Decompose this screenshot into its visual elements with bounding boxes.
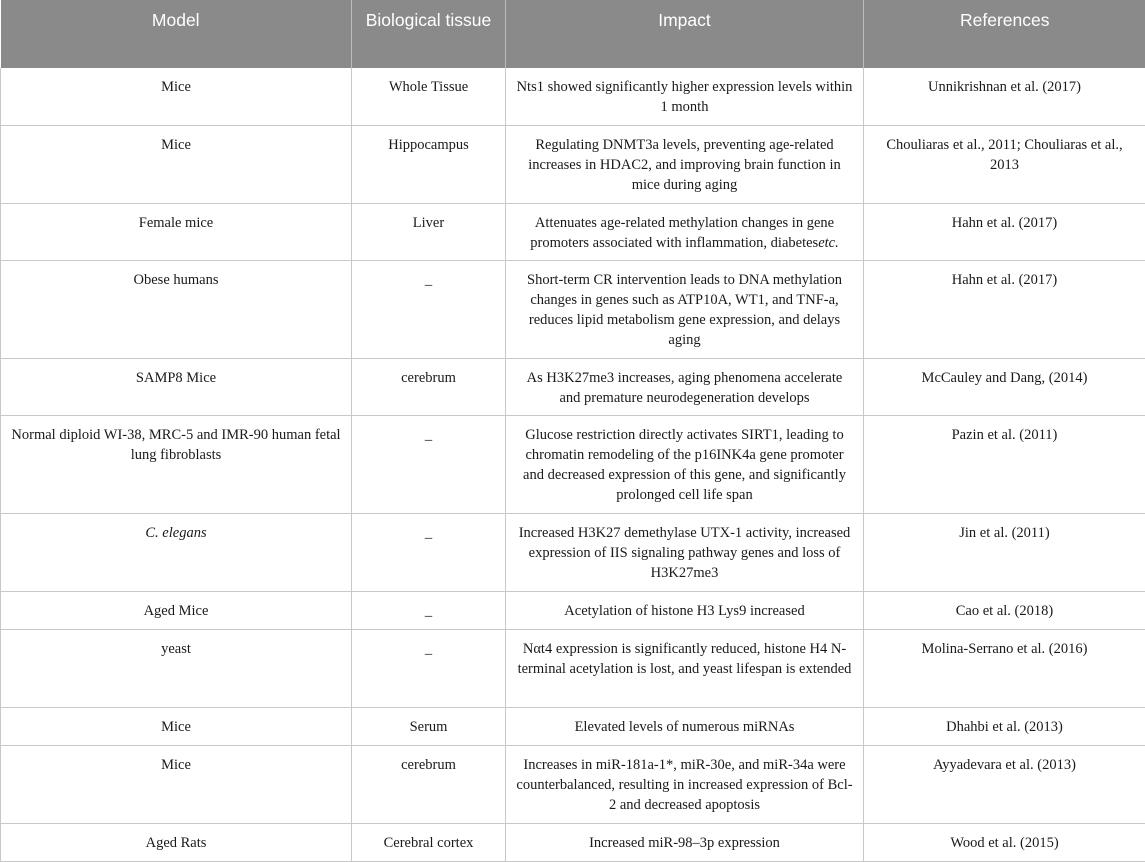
cell-references: Cao et al. (2018) <box>864 591 1145 629</box>
cell-tissue: Cerebral cortex <box>352 823 506 861</box>
cell-model: Female mice <box>1 203 352 260</box>
cell-impact: Short-term CR intervention leads to DNA methylation changes in genes such as ATP10A, WT1, and TNF-a, reduces lipid metabolism gene expression, and delays aging <box>506 260 864 358</box>
header-biological-tissue: Biological tissue <box>352 0 506 68</box>
cell-impact: Increased H3K27 demethylase UTX-1 activity, increased expression of IIS signaling pathway genes and loss of H3K27me3 <box>506 513 864 591</box>
cell-model: C. elegans <box>1 513 352 591</box>
cell-references: McCauley and Dang, (2014) <box>864 358 1145 415</box>
cell-impact: Nts1 showed significantly higher expression levels within 1 month <box>506 68 864 125</box>
cell-references: Unnikrishnan et al. (2017) <box>864 68 1145 125</box>
header-impact: Impact <box>506 0 864 68</box>
cell-model: Mice <box>1 707 352 745</box>
cell-model: SAMP8 Mice <box>1 358 352 415</box>
cell-tissue: Whole Tissue <box>352 68 506 125</box>
cell-model: yeast <box>1 629 352 707</box>
cell-tissue: Hippocampus <box>352 125 506 203</box>
table-row <box>1 260 1145 358</box>
cell-references: Jin et al. (2011) <box>864 513 1145 591</box>
cell-impact: As H3K27me3 increases, aging phenomena accelerate and premature neurodegeneration develops <box>506 358 864 415</box>
header-references: References <box>864 0 1145 68</box>
cell-tissue: _ <box>352 591 506 629</box>
impact-text: Attenuates age-related methylation changes in gene promoters associated with inflammation, diabetes <box>530 215 834 251</box>
cell-references: Dhahbi et al. (2013) <box>864 707 1145 745</box>
cell-model: Normal diploid WI-38, MRC-5 and IMR-90 human fetal lung fibroblasts <box>1 415 352 513</box>
cell-references: Molina-Serrano et al. (2016) <box>864 629 1145 707</box>
cell-impact: Increases in miR-181a-1*, miR-30e, and miR-34a were counterbalanced, resulting in increased expression of Bcl-2 and decreased apoptosis <box>506 745 864 823</box>
cell-model: Mice <box>1 68 352 125</box>
table-row <box>1 68 1145 125</box>
cell-model: Obese humans <box>1 260 352 358</box>
table-body <box>1 68 1145 861</box>
cell-tissue: _ <box>352 513 506 591</box>
cell-model: Mice <box>1 125 352 203</box>
cell-tissue: cerebrum <box>352 358 506 415</box>
table-row <box>1 125 1145 203</box>
cell-model: Aged Rats <box>1 823 352 861</box>
table-row <box>1 358 1145 415</box>
table-row <box>1 707 1145 745</box>
cell-tissue: Serum <box>352 707 506 745</box>
cell-impact: Acetylation of histone H3 Lys9 increased <box>506 591 864 629</box>
cell-tissue: _ <box>352 629 506 707</box>
cell-model: Aged Mice <box>1 591 352 629</box>
impact-italic-text: etc. <box>818 235 839 251</box>
cell-impact: Elevated levels of numerous miRNAs <box>506 707 864 745</box>
cell-references: Ayyadevara et al. (2013) <box>864 745 1145 823</box>
cell-tissue: _ <box>352 260 506 358</box>
cell-references: Hahn et al. (2017) <box>864 260 1145 358</box>
cell-impact: Regulating DNMT3a levels, preventing age-related increases in HDAC2, and improving brain function in mice during aging <box>506 125 864 203</box>
cell-impact: Increased miR-98–3p expression <box>506 823 864 861</box>
cell-impact: Glucose restriction directly activates SIRT1, leading to chromatin remodeling of the p16INK4a gene promoter and decreased expression of this gene, and significantly prolonged cell life span <box>506 415 864 513</box>
table-row <box>1 203 1145 260</box>
table-row <box>1 513 1145 591</box>
table-row <box>1 823 1145 861</box>
table-row <box>1 415 1145 513</box>
cell-tissue: cerebrum <box>352 745 506 823</box>
cell-tissue: _ <box>352 415 506 513</box>
header-model: Model <box>1 0 352 68</box>
table-row <box>1 591 1145 629</box>
cell-impact <box>506 203 864 260</box>
cell-model: Mice <box>1 745 352 823</box>
table-header <box>1 0 1145 68</box>
cell-references: Wood et al. (2015) <box>864 823 1145 861</box>
table-row <box>1 745 1145 823</box>
cell-tissue: Liver <box>352 203 506 260</box>
cell-references: Hahn et al. (2017) <box>864 203 1145 260</box>
cell-references: Chouliaras et al., 2011; Chouliaras et al., 2013 <box>864 125 1145 203</box>
table-row <box>1 629 1145 707</box>
header-row <box>1 0 1145 68</box>
cell-impact: Nαt4 expression is significantly reduced, histone H4 N-terminal acetylation is lost, and yeast lifespan is extended <box>506 629 864 707</box>
cell-references: Pazin et al. (2011) <box>864 415 1145 513</box>
